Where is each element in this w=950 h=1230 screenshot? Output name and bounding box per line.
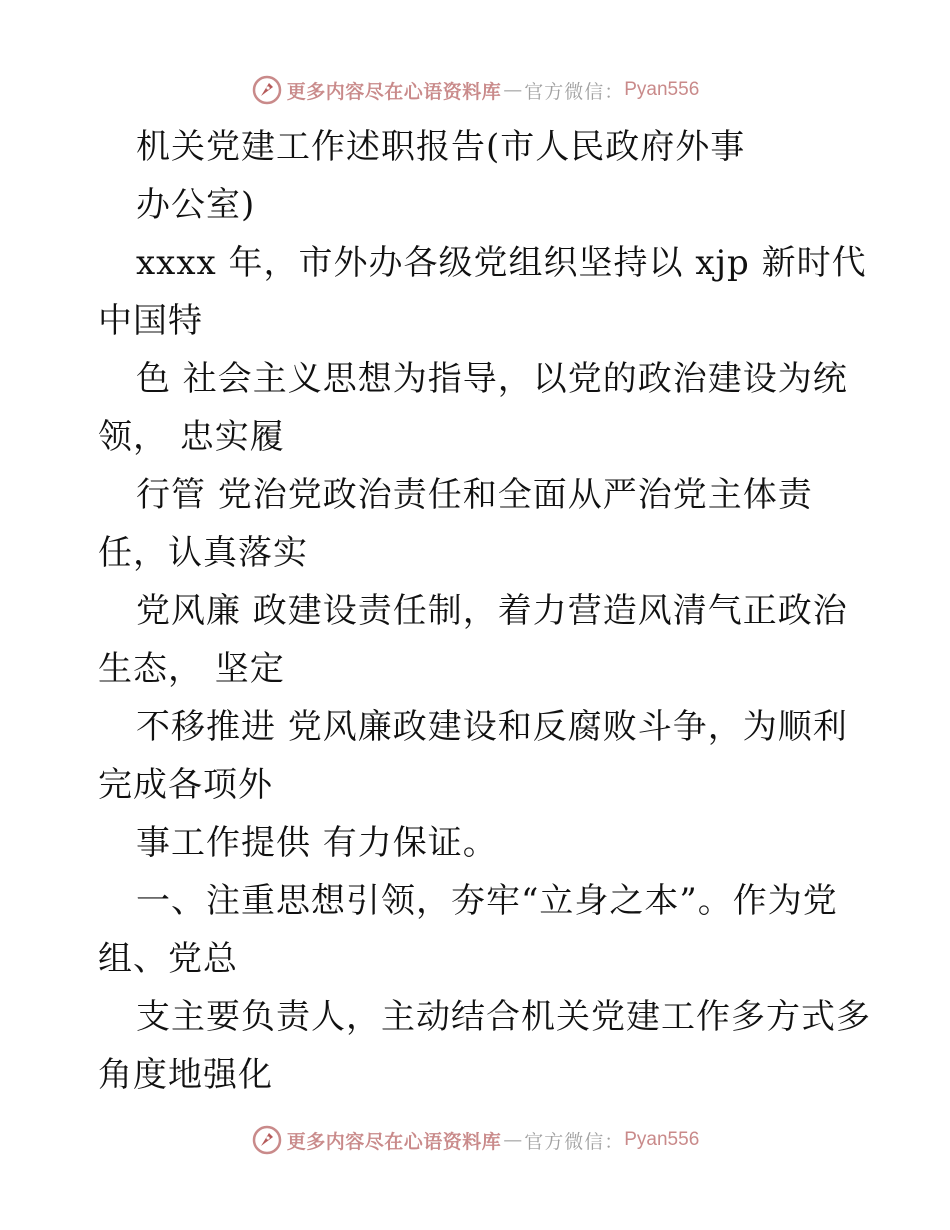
pen-nib-circle-icon [251,1124,283,1156]
text-line: 党风廉 政建设责任制，着力营造风清气正政治 [136,591,848,631]
text-line: 角度地强化 [98,1055,273,1095]
text-line: 组、党总 [98,939,238,979]
text-line: 生态， 坚定 [98,649,285,689]
text-line: 办公室) [136,185,256,225]
text-line: 任，认真落实 [98,533,308,573]
text-line: 中国特 [98,301,203,341]
text-line: 领， 忠实履 [98,417,285,457]
document-body [98,118,871,1104]
text-line: xxxx 年，市外办各级党组织坚持以 xjp 新时代 [136,243,867,283]
pen-nib-circle-icon [251,74,283,106]
text-line: 完成各项外 [98,765,273,805]
text-line: 一、注重思想引领，夯牢“立身之本”。作为党 [136,881,838,921]
watermark-main-text: 更多内容尽在心语资料库 [286,1130,502,1153]
text-line: 行管 党治党政治责任和全面从严治党主体责 [136,475,813,515]
watermark-wechat-label: 官方微信： [524,1130,625,1153]
header-watermark [0,70,950,110]
text-line: 色 社会主义思想为指导，以党的政治建设为统 [136,359,848,399]
footer-watermark [0,1120,950,1160]
watermark-wechat-label: 官方微信： [524,80,625,103]
watermark-wechat-id: Pyan556 [624,1129,700,1150]
watermark-separator: — [503,79,523,101]
text-line: 支主要负责人，主动结合机关党建工作多方式多 [136,997,871,1037]
text-line: 机关党建工作述职报告(市人民政府外事 [136,127,746,167]
watermark-separator: — [503,1129,523,1151]
text-line: 不移推进 党风廉政建设和反腐败斗争，为顺利 [136,707,848,747]
watermark-main-text: 更多内容尽在心语资料库 [286,80,502,103]
watermark-wechat-id: Pyan556 [624,79,700,100]
text-line: 事工作提供 有力保证。 [136,823,498,863]
